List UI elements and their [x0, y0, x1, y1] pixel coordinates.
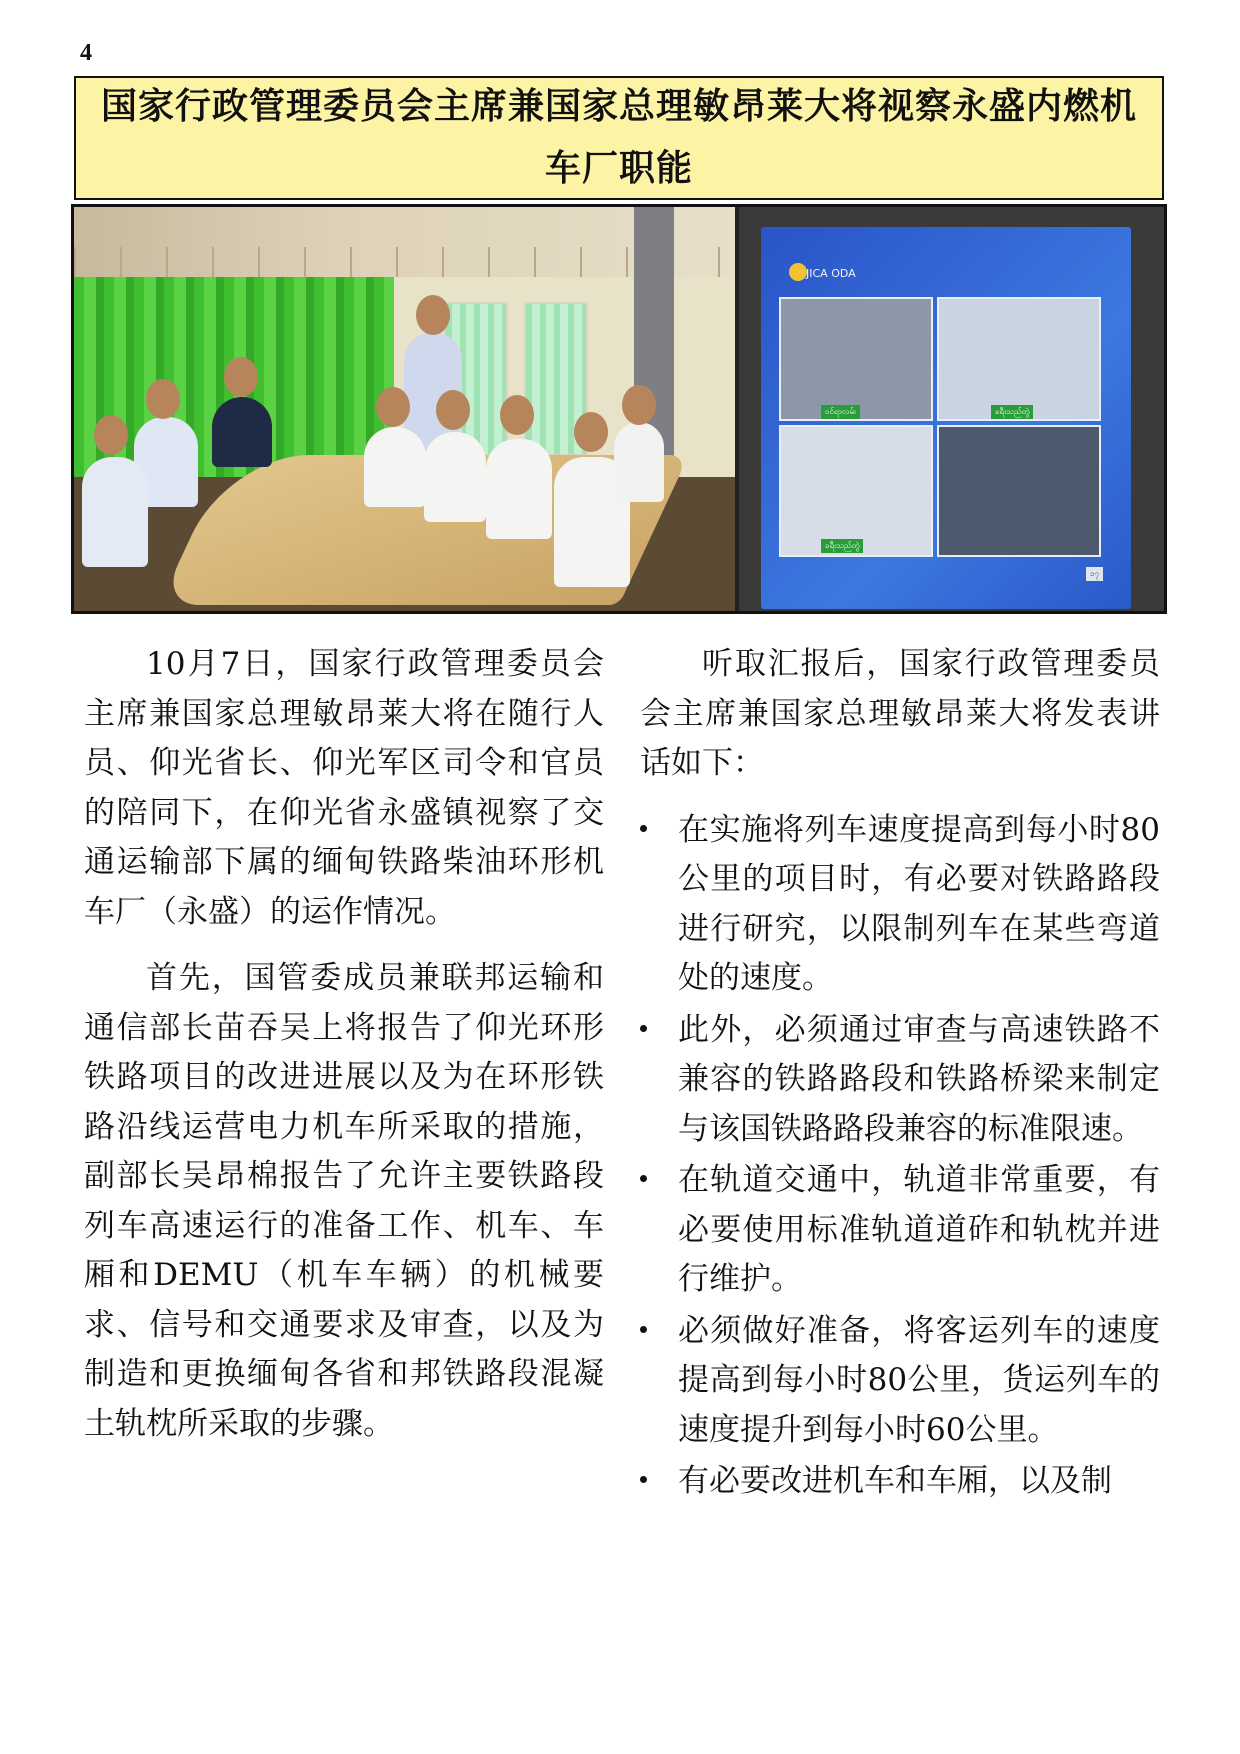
bullet-icon — [640, 1326, 647, 1333]
screen-page: ၁၇ — [1086, 567, 1103, 581]
bullet-icon — [640, 1025, 647, 1032]
list-item: 此外，必须通过审查与高速铁路不兼容的铁路路段和铁路桥梁来制定与该国铁路路段兼容的标准限速。 — [640, 1006, 1160, 1155]
paragraph: 10月7日，国家行政管理委员会主席兼国家总理敏昂莱大将在随行人员、仰光省长、仰光军区司令和官员的陪同下，在仰光省永盛镇视察了交通运输部下属的缅甸铁路柴油环形机车厂（永盛）的运作情况。 — [84, 646, 604, 930]
list-item: 在轨道交通中，轨道非常重要，有必要使用标准轨道道砟和轨枕并进行维护。 — [640, 1156, 1160, 1305]
news-photo — [71, 204, 1167, 614]
ministry-logo-icon — [789, 263, 807, 281]
bullet-icon — [640, 825, 647, 832]
page-number: 4 — [80, 40, 92, 66]
projection-screen-photo — [739, 207, 1164, 611]
left-column — [84, 640, 604, 1466]
headline: 国家行政管理委员会主席兼国家总理敏昂莱大将视察永盛内燃机车厂职能 — [100, 86, 1137, 189]
projection-screen: JICA ODA ဝင်ရာလမ်း ခရီးသည်တွဲ ခရီးသည်တွဲ ၁၇ — [761, 227, 1131, 609]
speech-intro: 听取汇报后，国家行政管理委员会主席兼国家总理敏昂莱大将发表讲话如下： — [640, 646, 1160, 781]
list-item: 必须做好准备，将客运列车的速度提高到每小时80公里，货运列车的速度提升到每小时60公里。 — [640, 1307, 1160, 1456]
paragraph: 首先，国管委成员兼联邦运输和通信部长苗吞吴上将报告了仰光环形铁路项目的改进进展以及为在环形铁路沿线运营电力机车所采取的措施，副部长吴昂棉报告了允许主要铁路段列车高速运行的准备工作、机车、车厢和DEMU（机车车辆）的机械要求、信号和交通要求及审查，以及为制造和更换缅甸各省和邦铁路段混凝土轨枕所采取的步骤。 — [84, 960, 604, 1442]
meeting-room-photo — [74, 207, 735, 611]
list-item: 在实施将列车速度提高到每小时80公里的项目时，有必要对铁路路段进行研究，以限制列车在某些弯道处的速度。 — [640, 806, 1160, 1004]
right-column — [640, 640, 1160, 1509]
bullet-icon — [640, 1476, 647, 1483]
list-item: 有必要改进机车和车厢，以及制 — [640, 1457, 1160, 1507]
bullet-icon — [640, 1175, 647, 1182]
speech-points — [640, 806, 1160, 1507]
headline-box — [74, 76, 1164, 200]
screen-header: JICA ODA — [806, 267, 856, 280]
